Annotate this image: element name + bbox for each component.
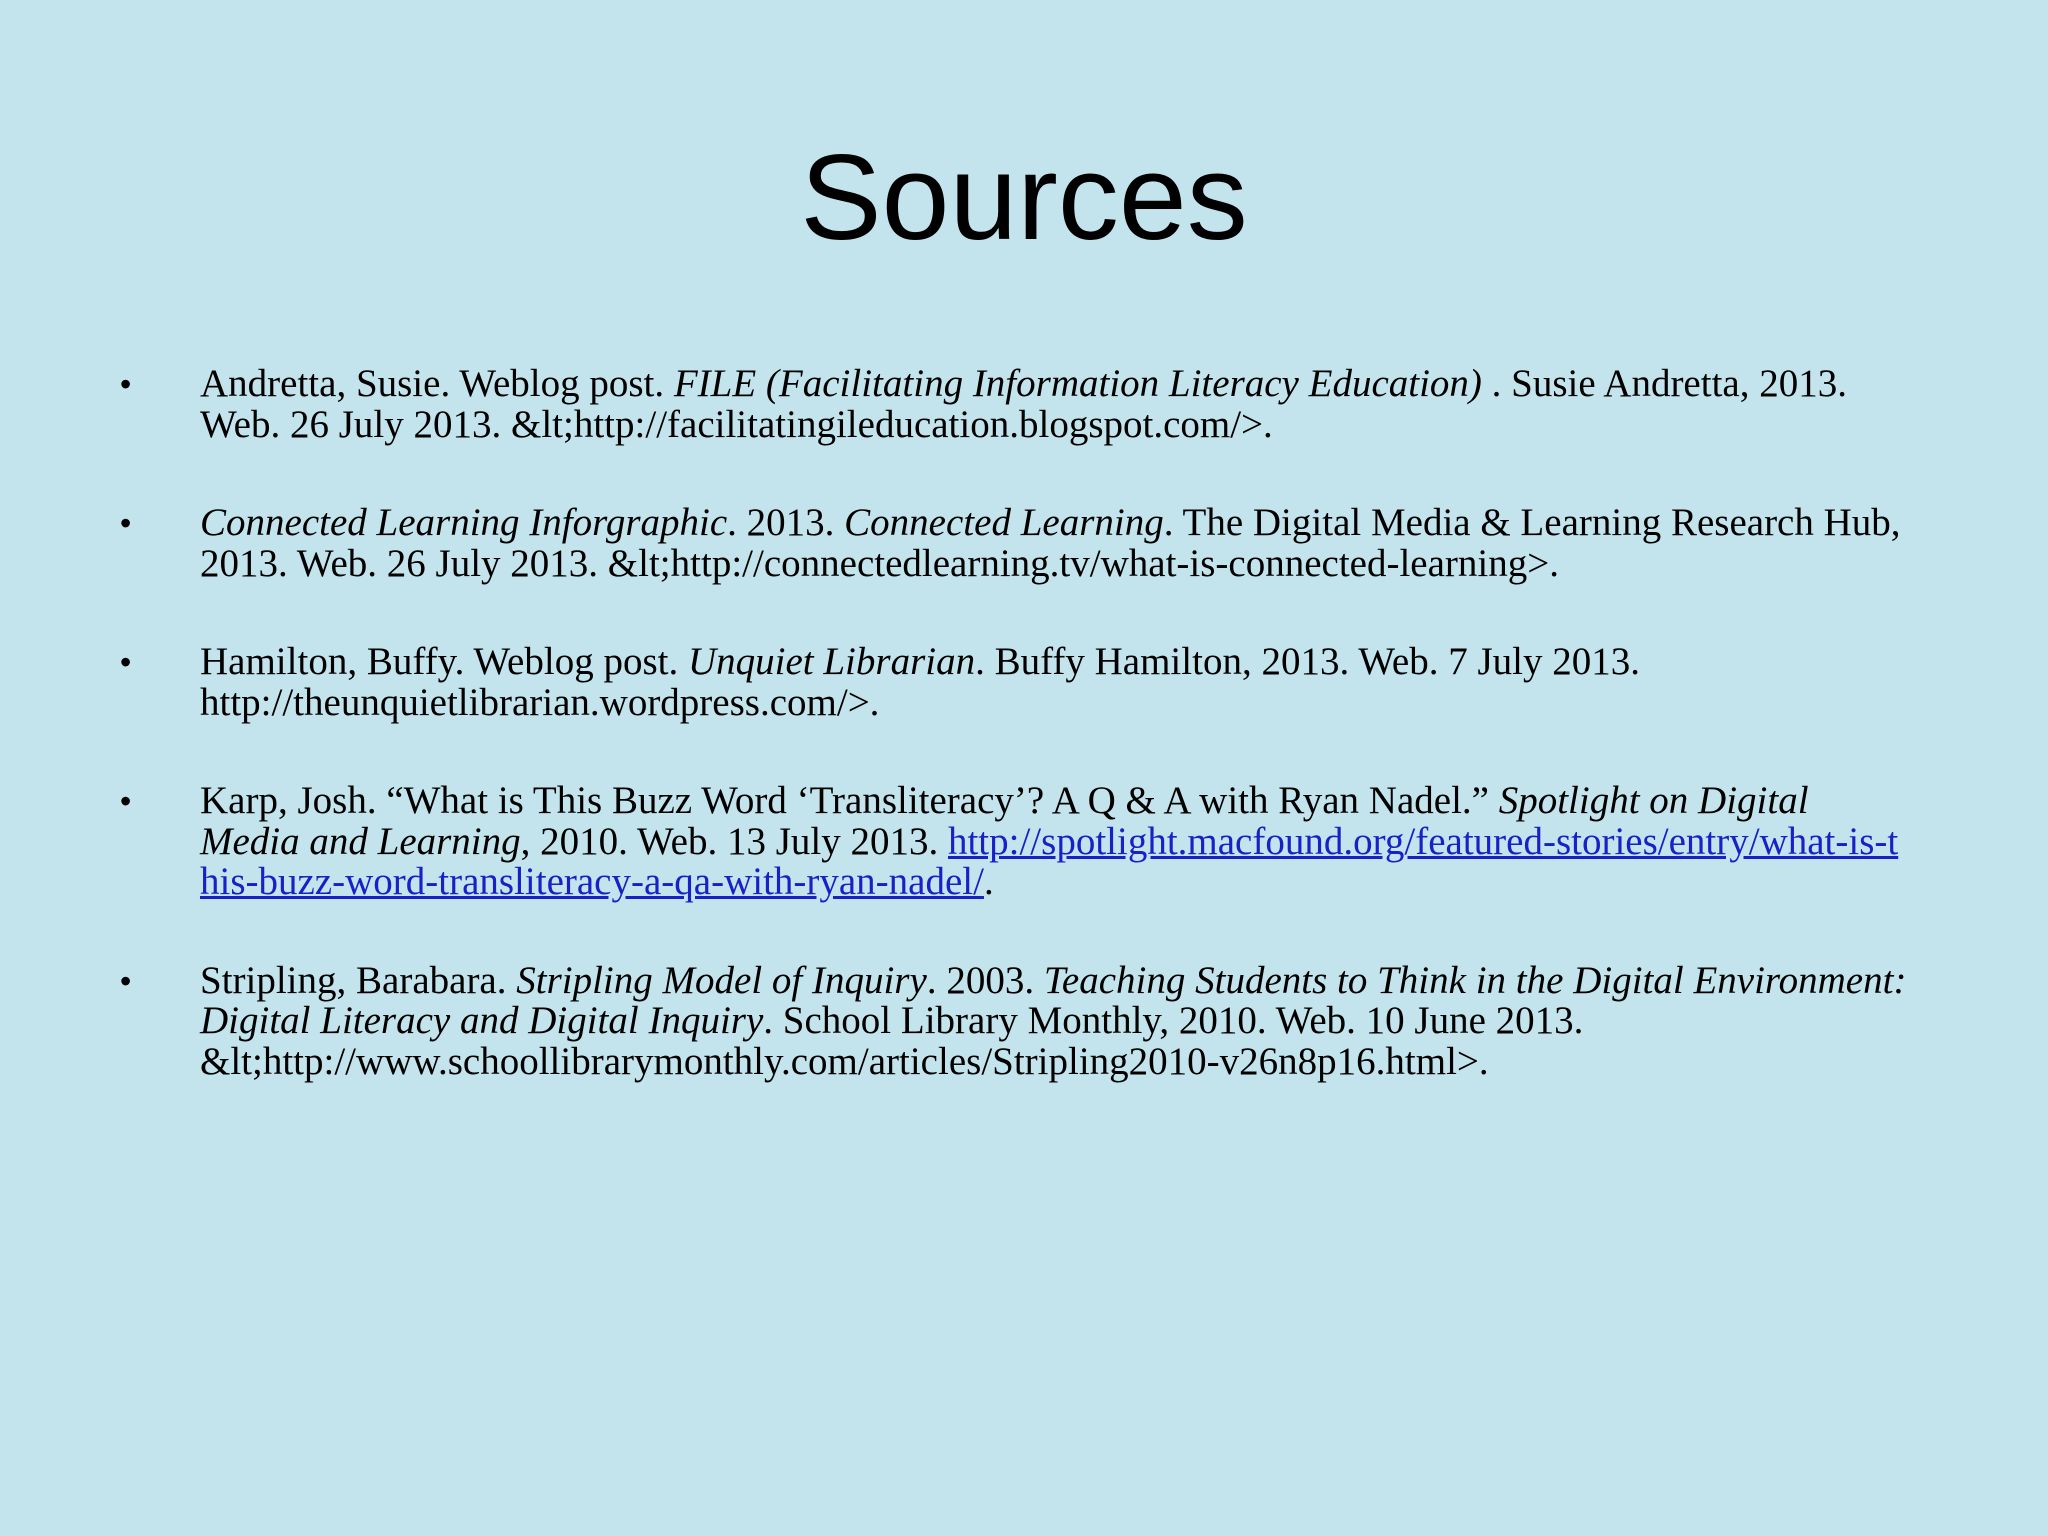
source-entry-andretta	[0, 364, 1912, 445]
source-entry-hamilton	[0, 642, 1912, 723]
bullet-icon: •	[120, 962, 132, 999]
source-entry-stripling	[0, 958, 1912, 1083]
bullet-icon: •	[120, 644, 132, 680]
entry-text: . Buffy Hamilton, 2013. Web. 7 July 2013. http://theunquietlibrarian.wordpress.com/>.	[200, 640, 1640, 724]
slide-title: Sources	[800, 129, 1248, 265]
entry-title-italic: Unquiet Librarian	[687, 640, 976, 683]
entry-text: Karp, Josh. “What is This Buzz Word ‘Transliteracy’? A Q & A with Ryan Nadel.”	[200, 779, 1499, 822]
entry-title-italic: Spotlight on Digital Media and Learning	[200, 779, 1809, 863]
entry-text: . 2013.	[727, 501, 845, 544]
entry-text: .	[983, 860, 994, 903]
entry-title-italic: Stripling Model of Inquiry	[516, 958, 927, 1002]
entry-title-italic: FILE (Facilitating Information Literacy Education)	[673, 362, 1482, 405]
spotlight-article-link[interactable]: http://spotlight.macfound.org/featured-stories/entry/what-is-this-buzz-word-transliteracy-a-qa-with-ryan-nadel/	[200, 819, 1899, 903]
entry-text: , 2010. Web. 13 July 2013.	[520, 819, 948, 863]
source-entry-karp	[0, 781, 1912, 903]
entry-text: . The Digital Media & Learning Research Hub, 2013. Web. 26 July 2013. &lt;http://connectedlearning.tv/what-is-connected-learning>.	[200, 501, 1901, 585]
entry-text: Hamilton, Buffy. Weblog post.	[200, 640, 688, 683]
entry-text: Stripling, Barabara.	[200, 958, 517, 1002]
entry-text: . 2003.	[926, 958, 1044, 1002]
entry-text: . School Library Monthly, 2010. Web. 10 June 2013. &lt;http://www.schoollibrarymonthly.com/articles/Stripling2010-v26n8p16.html>.	[200, 999, 1584, 1083]
bullet-icon: •	[120, 783, 132, 819]
entry-title-italic: Teaching Students to Think in the Digital Environment: Digital Literacy and Digital Inquiry	[200, 958, 1907, 1042]
bullet-icon: •	[120, 366, 132, 402]
entry-text: . Susie Andretta, 2013. Web. 26 July 2013. &lt;http://facilitatingileducation.blogspot.com/>.	[200, 362, 1847, 446]
source-entry-connected-learning	[0, 503, 1912, 584]
entry-title-italic: Connected Learning Inforgraphic	[200, 501, 728, 544]
entry-title-italic: Connected Learning	[844, 501, 1164, 544]
sources-list	[0, 364, 2048, 1140]
bullet-icon: •	[120, 505, 132, 541]
entry-text: Andretta, Susie. Weblog post.	[200, 362, 674, 405]
